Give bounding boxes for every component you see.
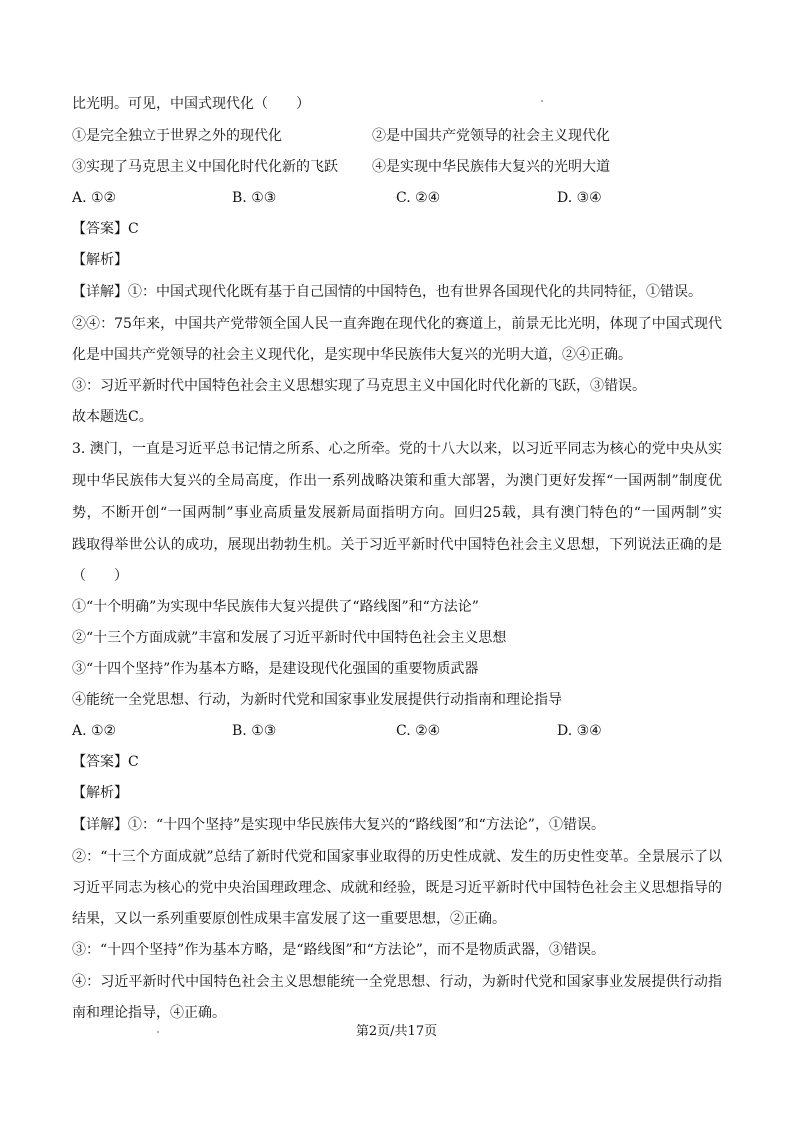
q3-stem-line: 践取得举世公认的成功，展现出勃勃生机。关于习近平新时代中国特色社会主义思想，下列说法正确的是 [72,537,722,553]
q2-choice-c: C. ②④ [396,190,441,206]
q2-choice-d: D. ③④ [557,190,602,206]
q2-option-3: ③实现了马克思主义中国化时代化新的飞跃 [72,159,338,175]
q2-choice-a: A. ①② [72,190,117,206]
q3-choice-a: A. ①② [72,723,117,739]
q3-answer: 【答案】C [72,754,139,770]
q2-detail-conclusion: 故本题选C。 [72,409,153,425]
q3-option-3: ③“十四个坚持”作为基本方略，是建设现代化强国的重要物质武器 [72,661,479,677]
q3-stem-line: 势，不断开创“一国两制”事业高质量发展新局面指明方向。回归25载，具有澳门特色的“一国两制”实 [72,505,722,521]
q3-analysis-label: 【解析】 [72,785,128,801]
q3-option-1: ①“十个明确”为实现中华民族伟大复兴提供了“路线图”和“方法论” [72,599,479,615]
q2-option-1: ①是完全独立于世界之外的现代化 [72,128,282,144]
q3-detail-line: 习近平同志为核心的党中央治国理政理念、成就和经验，既是习近平新时代中国特色社会主义思想指导的 [72,880,722,896]
q2-detail-line: ②④：75年来，中国共产党带领全国人民一直奔跑在现代化的赛道上，前景无比光明，体现了中国式现代 [72,316,722,332]
q2-detail-line: 化是中国共产党领导的社会主义现代化，是实现中华民族伟大复兴的光明大道，②④正确。 [72,347,632,363]
q2-option-4: ④是实现中华民族伟大复兴的光明大道 [372,159,610,175]
q2-stem-end: 比光明。可见，中国式现代化（ ） [72,96,310,112]
q3-option-4: ④能统一全党思想、行动，为新时代党和国家事业发展提供行动指南和理论指导 [72,692,562,708]
q3-stem-line: 现中华民族伟大复兴的全局高度，作出一系列战略决策和重大部署，为澳门更好发挥“一国两制”制度优 [72,473,722,489]
scan-speck [541,100,543,102]
q2-option-2: ②是中国共产党领导的社会主义现代化 [372,128,610,144]
q3-detail-line: 结果，又以一系列重要原创性成果丰富发展了这一重要思想，②正确。 [72,911,506,927]
q3-detail-line: 南和理论指导，④正确。 [72,1005,226,1021]
q3-detail-line: ③：“十四个坚持”作为基本方略，是“路线图”和“方法论”，而不是物质武器，③错误。 [72,942,605,958]
q3-detail-line: ④：习近平新时代中国特色社会主义思想能统一全党思想、行动，为新时代党和国家事业发展提供行动指 [72,974,722,990]
q2-analysis-label: 【解析】 [72,252,128,268]
q2-choice-b: B. ①③ [232,190,277,206]
q3-stem-line: 3. 澳门，一直是习近平总书记情之所系、心之所牵。党的十八大以来，以习近平同志为核心的党中央从实 [72,441,722,457]
q3-choice-b: B. ①③ [232,723,277,739]
page-number-footer: 第2页/共17页 [355,1024,438,1039]
q3-detail-line: ②：“十三个方面成就”总结了新时代党和国家事业取得的历史性成就、发生的历史性变革。全景展示了以 [72,849,722,865]
q3-choice-c: C. ②④ [396,723,441,739]
q3-choice-d: D. ③④ [557,723,602,739]
q2-detail-line: 【详解】①：中国式现代化既有基于自己国情的中国特色，也有世界各国现代化的共同特征，①错误。 [72,284,702,300]
q3-answer-bracket: （ ） [72,568,128,584]
q2-answer: 【答案】C [72,221,139,237]
q3-option-2: ②“十三个方面成就”丰富和发展了习近平新时代中国特色社会主义思想 [72,630,507,646]
q3-detail-line: 【详解】①：“十四个坚持”是实现中华民族伟大复兴的“路线图”和“方法论”，①错误。 [72,817,605,833]
q2-detail-line: ③：习近平新时代中国特色社会主义思想实现了马克思主义中国化时代化新的飞跃，③错误。 [72,378,646,394]
